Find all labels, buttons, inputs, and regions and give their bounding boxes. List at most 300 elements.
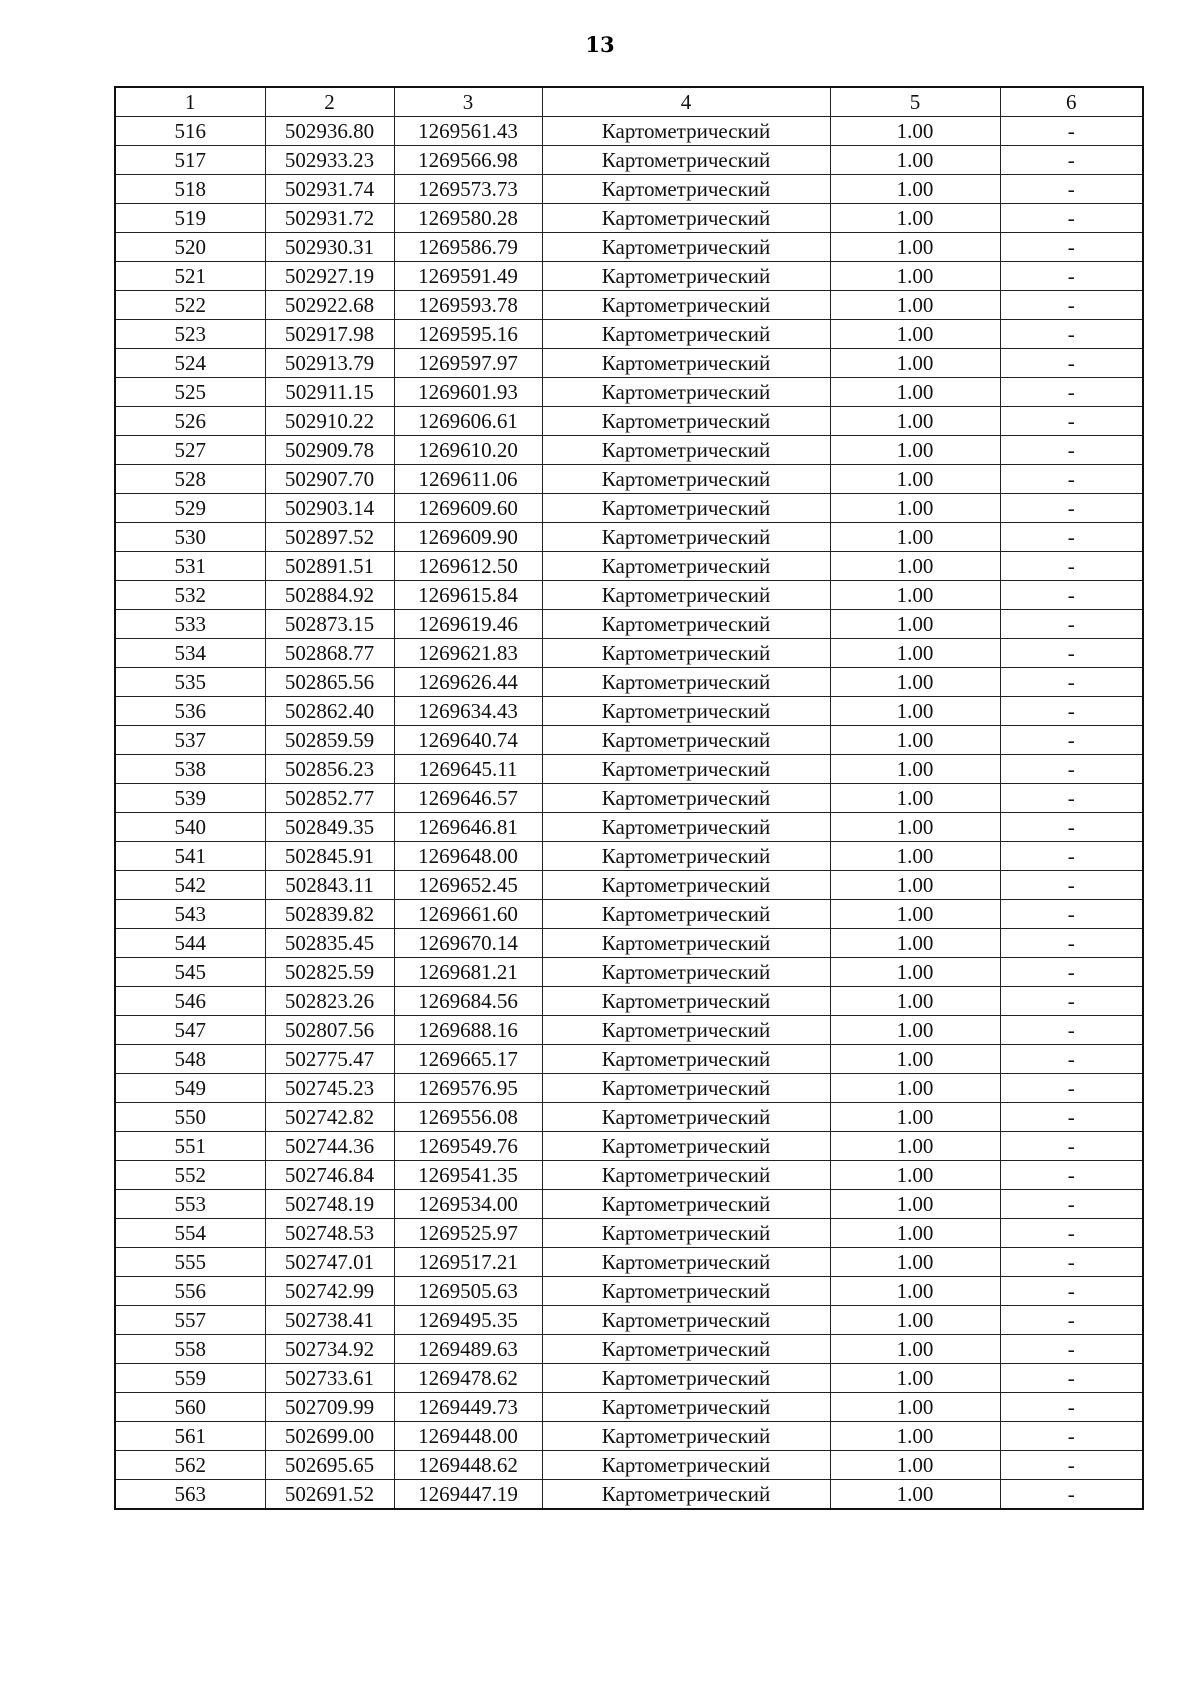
x-coordinate-cell: 502891.51 [265,552,394,581]
table-row [115,1306,1143,1335]
accuracy-cell: 1.00 [830,726,1000,755]
note-cell: - [1000,1248,1143,1277]
column-header: 6 [1000,87,1143,117]
x-coordinate-cell: 502856.23 [265,755,394,784]
column-header: 3 [394,87,542,117]
note-cell: - [1000,1103,1143,1132]
accuracy-cell: 1.00 [830,668,1000,697]
note-cell: - [1000,1219,1143,1248]
table-row [115,1248,1143,1277]
method-cell: Картометрический [542,1190,830,1219]
x-coordinate-cell: 502862.40 [265,697,394,726]
accuracy-cell: 1.00 [830,349,1000,378]
table-row [115,291,1143,320]
point-number-cell: 545 [115,958,265,987]
note-cell: - [1000,349,1143,378]
table-row [115,668,1143,697]
method-cell: Картометрический [542,900,830,929]
table-row [115,929,1143,958]
point-number-cell: 519 [115,204,265,233]
table-row [115,1277,1143,1306]
note-cell: - [1000,1277,1143,1306]
point-number-cell: 535 [115,668,265,697]
x-coordinate-cell: 502884.92 [265,581,394,610]
y-coordinate-cell: 1269566.98 [394,146,542,175]
method-cell: Картометрический [542,291,830,320]
method-cell: Картометрический [542,204,830,233]
note-cell: - [1000,291,1143,320]
method-cell: Картометрический [542,262,830,291]
x-coordinate-cell: 502734.92 [265,1335,394,1364]
point-number-cell: 542 [115,871,265,900]
method-cell: Картометрический [542,639,830,668]
table-row [115,465,1143,494]
note-cell: - [1000,552,1143,581]
table-row [115,813,1143,842]
y-coordinate-cell: 1269661.60 [394,900,542,929]
y-coordinate-cell: 1269448.62 [394,1451,542,1480]
point-number-cell: 526 [115,407,265,436]
method-cell: Картометрический [542,958,830,987]
accuracy-cell: 1.00 [830,1045,1000,1074]
column-header: 1 [115,87,265,117]
note-cell: - [1000,1335,1143,1364]
table-row [115,697,1143,726]
y-coordinate-cell: 1269556.08 [394,1103,542,1132]
table-row [115,1393,1143,1422]
y-coordinate-cell: 1269611.06 [394,465,542,494]
accuracy-cell: 1.00 [830,784,1000,813]
point-number-cell: 547 [115,1016,265,1045]
note-cell: - [1000,465,1143,494]
note-cell: - [1000,407,1143,436]
table-row [115,610,1143,639]
table-row [115,1103,1143,1132]
y-coordinate-cell: 1269576.95 [394,1074,542,1103]
table-row [115,204,1143,233]
accuracy-cell: 1.00 [830,320,1000,349]
column-header: 2 [265,87,394,117]
accuracy-cell: 1.00 [830,900,1000,929]
point-number-cell: 522 [115,291,265,320]
method-cell: Картометрический [542,1219,830,1248]
accuracy-cell: 1.00 [830,291,1000,320]
method-cell: Картометрический [542,349,830,378]
x-coordinate-cell: 502845.91 [265,842,394,871]
table-row [115,900,1143,929]
note-cell: - [1000,987,1143,1016]
accuracy-cell: 1.00 [830,1103,1000,1132]
y-coordinate-cell: 1269610.20 [394,436,542,465]
note-cell: - [1000,1306,1143,1335]
point-number-cell: 525 [115,378,265,407]
y-coordinate-cell: 1269478.62 [394,1364,542,1393]
point-number-cell: 528 [115,465,265,494]
note-cell: - [1000,1422,1143,1451]
point-number-cell: 559 [115,1364,265,1393]
table-row [115,175,1143,204]
table-row [115,1451,1143,1480]
x-coordinate-cell: 502903.14 [265,494,394,523]
x-coordinate-cell: 502742.99 [265,1277,394,1306]
y-coordinate-cell: 1269549.76 [394,1132,542,1161]
x-coordinate-cell: 502843.11 [265,871,394,900]
y-coordinate-cell: 1269688.16 [394,1016,542,1045]
point-number-cell: 554 [115,1219,265,1248]
note-cell: - [1000,1393,1143,1422]
accuracy-cell: 1.00 [830,1364,1000,1393]
x-coordinate-cell: 502691.52 [265,1480,394,1510]
note-cell: - [1000,1045,1143,1074]
point-number-cell: 534 [115,639,265,668]
y-coordinate-cell: 1269595.16 [394,320,542,349]
y-coordinate-cell: 1269448.00 [394,1422,542,1451]
y-coordinate-cell: 1269646.81 [394,813,542,842]
method-cell: Картометрический [542,523,830,552]
accuracy-cell: 1.00 [830,378,1000,407]
accuracy-cell: 1.00 [830,1480,1000,1510]
method-cell: Картометрический [542,436,830,465]
method-cell: Картометрический [542,1161,830,1190]
accuracy-cell: 1.00 [830,494,1000,523]
x-coordinate-cell: 502699.00 [265,1422,394,1451]
y-coordinate-cell: 1269665.17 [394,1045,542,1074]
x-coordinate-cell: 502933.23 [265,146,394,175]
accuracy-cell: 1.00 [830,1306,1000,1335]
method-cell: Картометрический [542,465,830,494]
point-number-cell: 555 [115,1248,265,1277]
point-number-cell: 537 [115,726,265,755]
note-cell: - [1000,233,1143,262]
note-cell: - [1000,320,1143,349]
method-cell: Картометрический [542,929,830,958]
accuracy-cell: 1.00 [830,1190,1000,1219]
point-number-cell: 546 [115,987,265,1016]
method-cell: Картометрический [542,581,830,610]
method-cell: Картометрический [542,407,830,436]
note-cell: - [1000,900,1143,929]
method-cell: Картометрический [542,1335,830,1364]
point-number-cell: 548 [115,1045,265,1074]
note-cell: - [1000,1161,1143,1190]
note-cell: - [1000,697,1143,726]
note-cell: - [1000,175,1143,204]
x-coordinate-cell: 502859.59 [265,726,394,755]
y-coordinate-cell: 1269447.19 [394,1480,542,1510]
y-coordinate-cell: 1269615.84 [394,581,542,610]
method-cell: Картометрический [542,146,830,175]
x-coordinate-cell: 502745.23 [265,1074,394,1103]
y-coordinate-cell: 1269684.56 [394,987,542,1016]
point-number-cell: 530 [115,523,265,552]
y-coordinate-cell: 1269573.73 [394,175,542,204]
method-cell: Картометрический [542,1074,830,1103]
accuracy-cell: 1.00 [830,465,1000,494]
note-cell: - [1000,1451,1143,1480]
y-coordinate-cell: 1269609.90 [394,523,542,552]
y-coordinate-cell: 1269534.00 [394,1190,542,1219]
x-coordinate-cell: 502897.52 [265,523,394,552]
method-cell: Картометрический [542,233,830,262]
point-number-cell: 538 [115,755,265,784]
point-number-cell: 550 [115,1103,265,1132]
accuracy-cell: 1.00 [830,1277,1000,1306]
x-coordinate-cell: 502695.65 [265,1451,394,1480]
method-cell: Картометрический [542,668,830,697]
point-number-cell: 518 [115,175,265,204]
point-number-cell: 521 [115,262,265,291]
x-coordinate-cell: 502927.19 [265,262,394,291]
x-coordinate-cell: 502931.72 [265,204,394,233]
column-header: 5 [830,87,1000,117]
x-coordinate-cell: 502823.26 [265,987,394,1016]
accuracy-cell: 1.00 [830,581,1000,610]
table-body [115,117,1143,1510]
method-cell: Картометрический [542,1451,830,1480]
method-cell: Картометрический [542,755,830,784]
y-coordinate-cell: 1269645.11 [394,755,542,784]
table-header [115,87,1143,117]
point-number-cell: 551 [115,1132,265,1161]
table-row [115,117,1143,146]
x-coordinate-cell: 502930.31 [265,233,394,262]
table-row [115,378,1143,407]
y-coordinate-cell: 1269580.28 [394,204,542,233]
note-cell: - [1000,871,1143,900]
method-cell: Картометрический [542,1045,830,1074]
method-cell: Картометрический [542,784,830,813]
table-row [115,1132,1143,1161]
note-cell: - [1000,494,1143,523]
method-cell: Картометрический [542,552,830,581]
x-coordinate-cell: 502839.82 [265,900,394,929]
table-row [115,958,1143,987]
x-coordinate-cell: 502873.15 [265,610,394,639]
method-cell: Картометрический [542,726,830,755]
x-coordinate-cell: 502852.77 [265,784,394,813]
method-cell: Картометрический [542,494,830,523]
accuracy-cell: 1.00 [830,987,1000,1016]
x-coordinate-cell: 502709.99 [265,1393,394,1422]
table-row [115,1074,1143,1103]
accuracy-cell: 1.00 [830,639,1000,668]
y-coordinate-cell: 1269652.45 [394,871,542,900]
method-cell: Картометрический [542,1248,830,1277]
table-row [115,407,1143,436]
y-coordinate-cell: 1269517.21 [394,1248,542,1277]
note-cell: - [1000,726,1143,755]
y-coordinate-cell: 1269670.14 [394,929,542,958]
method-cell: Картометрический [542,175,830,204]
accuracy-cell: 1.00 [830,233,1000,262]
point-number-cell: 533 [115,610,265,639]
y-coordinate-cell: 1269495.35 [394,1306,542,1335]
y-coordinate-cell: 1269449.73 [394,1393,542,1422]
accuracy-cell: 1.00 [830,552,1000,581]
note-cell: - [1000,204,1143,233]
x-coordinate-cell: 502807.56 [265,1016,394,1045]
accuracy-cell: 1.00 [830,175,1000,204]
method-cell: Картометрический [542,320,830,349]
y-coordinate-cell: 1269640.74 [394,726,542,755]
point-number-cell: 557 [115,1306,265,1335]
table-row [115,842,1143,871]
x-coordinate-cell: 502775.47 [265,1045,394,1074]
accuracy-cell: 1.00 [830,1161,1000,1190]
point-number-cell: 531 [115,552,265,581]
y-coordinate-cell: 1269619.46 [394,610,542,639]
x-coordinate-cell: 502733.61 [265,1364,394,1393]
point-number-cell: 540 [115,813,265,842]
note-cell: - [1000,1190,1143,1219]
y-coordinate-cell: 1269525.97 [394,1219,542,1248]
note-cell: - [1000,146,1143,175]
point-number-cell: 523 [115,320,265,349]
table-row [115,1480,1143,1510]
table-row [115,262,1143,291]
x-coordinate-cell: 502910.22 [265,407,394,436]
accuracy-cell: 1.00 [830,523,1000,552]
x-coordinate-cell: 502738.41 [265,1306,394,1335]
note-cell: - [1000,436,1143,465]
table-row [115,1219,1143,1248]
coordinates-table [114,86,1144,1510]
y-coordinate-cell: 1269601.93 [394,378,542,407]
point-number-cell: 543 [115,900,265,929]
method-cell: Картометрический [542,117,830,146]
accuracy-cell: 1.00 [830,1248,1000,1277]
accuracy-cell: 1.00 [830,262,1000,291]
y-coordinate-cell: 1269606.61 [394,407,542,436]
table-row [115,1190,1143,1219]
point-number-cell: 561 [115,1422,265,1451]
x-coordinate-cell: 502907.70 [265,465,394,494]
point-number-cell: 536 [115,697,265,726]
point-number-cell: 532 [115,581,265,610]
note-cell: - [1000,639,1143,668]
method-cell: Картометрический [542,1016,830,1045]
note-cell: - [1000,784,1143,813]
method-cell: Картометрический [542,1306,830,1335]
table-row [115,523,1143,552]
method-cell: Картометрический [542,871,830,900]
table-row [115,755,1143,784]
y-coordinate-cell: 1269612.50 [394,552,542,581]
y-coordinate-cell: 1269591.49 [394,262,542,291]
accuracy-cell: 1.00 [830,407,1000,436]
accuracy-cell: 1.00 [830,1393,1000,1422]
table-row [115,233,1143,262]
table-row [115,552,1143,581]
note-cell: - [1000,1074,1143,1103]
accuracy-cell: 1.00 [830,929,1000,958]
y-coordinate-cell: 1269489.63 [394,1335,542,1364]
point-number-cell: 552 [115,1161,265,1190]
accuracy-cell: 1.00 [830,1016,1000,1045]
table-row [115,349,1143,378]
accuracy-cell: 1.00 [830,146,1000,175]
note-cell: - [1000,610,1143,639]
accuracy-cell: 1.00 [830,117,1000,146]
note-cell: - [1000,1016,1143,1045]
method-cell: Картометрический [542,987,830,1016]
method-cell: Картометрический [542,378,830,407]
y-coordinate-cell: 1269634.43 [394,697,542,726]
table-row [115,320,1143,349]
accuracy-cell: 1.00 [830,1422,1000,1451]
note-cell: - [1000,117,1143,146]
method-cell: Картометрический [542,1132,830,1161]
x-coordinate-cell: 502849.35 [265,813,394,842]
method-cell: Картометрический [542,610,830,639]
y-coordinate-cell: 1269648.00 [394,842,542,871]
note-cell: - [1000,581,1143,610]
note-cell: - [1000,523,1143,552]
accuracy-cell: 1.00 [830,755,1000,784]
accuracy-cell: 1.00 [830,1132,1000,1161]
y-coordinate-cell: 1269505.63 [394,1277,542,1306]
y-coordinate-cell: 1269681.21 [394,958,542,987]
method-cell: Картометрический [542,1103,830,1132]
table-row [115,1045,1143,1074]
point-number-cell: 544 [115,929,265,958]
x-coordinate-cell: 502742.82 [265,1103,394,1132]
point-number-cell: 529 [115,494,265,523]
table-row [115,726,1143,755]
x-coordinate-cell: 502747.01 [265,1248,394,1277]
x-coordinate-cell: 502913.79 [265,349,394,378]
x-coordinate-cell: 502748.53 [265,1219,394,1248]
y-coordinate-cell: 1269541.35 [394,1161,542,1190]
note-cell: - [1000,668,1143,697]
x-coordinate-cell: 502917.98 [265,320,394,349]
note-cell: - [1000,1364,1143,1393]
method-cell: Картометрический [542,842,830,871]
note-cell: - [1000,813,1143,842]
x-coordinate-cell: 502746.84 [265,1161,394,1190]
table-row [115,146,1143,175]
method-cell: Картометрический [542,1393,830,1422]
method-cell: Картометрический [542,813,830,842]
point-number-cell: 558 [115,1335,265,1364]
accuracy-cell: 1.00 [830,813,1000,842]
method-cell: Картометрический [542,1364,830,1393]
note-cell: - [1000,1480,1143,1510]
point-number-cell: 516 [115,117,265,146]
note-cell: - [1000,378,1143,407]
point-number-cell: 517 [115,146,265,175]
point-number-cell: 563 [115,1480,265,1510]
method-cell: Картометрический [542,697,830,726]
accuracy-cell: 1.00 [830,1335,1000,1364]
note-cell: - [1000,755,1143,784]
y-coordinate-cell: 1269597.97 [394,349,542,378]
note-cell: - [1000,929,1143,958]
x-coordinate-cell: 502825.59 [265,958,394,987]
x-coordinate-cell: 502744.36 [265,1132,394,1161]
point-number-cell: 553 [115,1190,265,1219]
y-coordinate-cell: 1269561.43 [394,117,542,146]
table-row [115,1161,1143,1190]
point-number-cell: 539 [115,784,265,813]
point-number-cell: 527 [115,436,265,465]
point-number-cell: 562 [115,1451,265,1480]
accuracy-cell: 1.00 [830,436,1000,465]
accuracy-cell: 1.00 [830,871,1000,900]
accuracy-cell: 1.00 [830,697,1000,726]
method-cell: Картометрический [542,1480,830,1510]
accuracy-cell: 1.00 [830,204,1000,233]
